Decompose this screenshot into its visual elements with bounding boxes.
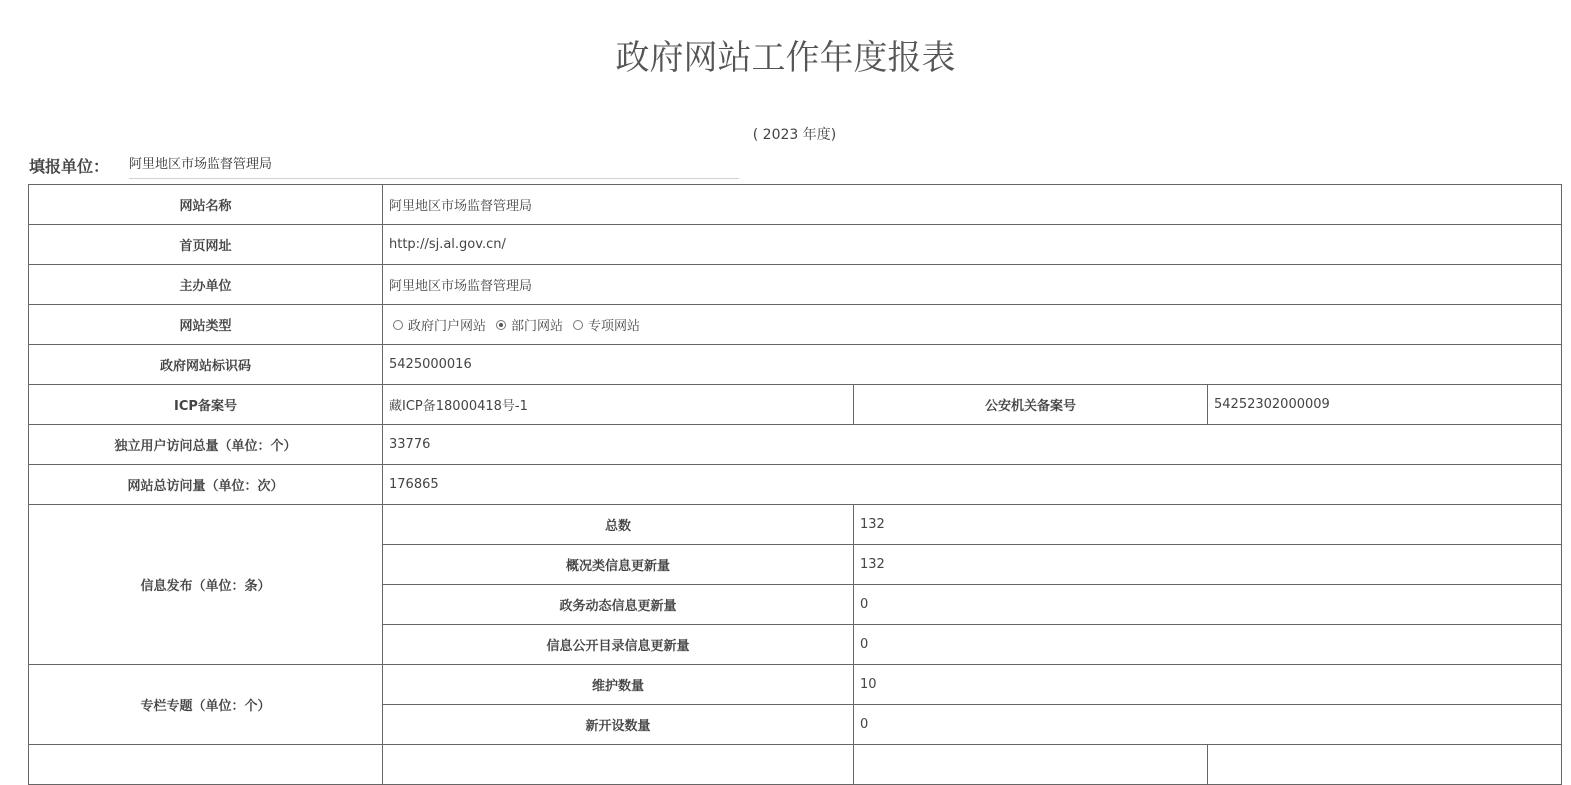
- site-type-option-label: 部门网站: [511, 319, 564, 334]
- row-label-columns: 专栏专题（单位：个）: [29, 665, 383, 745]
- site-type-options: [383, 305, 1562, 345]
- table-cell: [854, 745, 1208, 785]
- total-visits-value: 176865: [383, 465, 1562, 505]
- table-cell: [383, 745, 854, 785]
- table-row: [29, 425, 1562, 465]
- site-name-value: 阿里地区市场监督管理局: [383, 185, 1562, 225]
- column-item-value: 0: [854, 705, 1562, 745]
- info-item-label: 总数: [383, 505, 854, 545]
- site-type-option-label: 政府门户网站: [408, 319, 487, 334]
- info-item-label: 概况类信息更新量: [383, 545, 854, 585]
- info-item-label: 信息公开目录信息更新量: [383, 625, 854, 665]
- row-label-total-visits: 网站总访问量（单位：次）: [29, 465, 383, 505]
- column-item-label: 新开设数量: [383, 705, 854, 745]
- row-label-homepage: 首页网址: [29, 225, 383, 265]
- filler-label: 填报单位：: [29, 156, 110, 176]
- info-item-value: 132: [854, 505, 1562, 545]
- police-value: 54252302000009: [1208, 385, 1562, 425]
- table-row: [29, 185, 1562, 225]
- info-item-value: 132: [854, 545, 1562, 585]
- row-label-site-id: 政府网站标识码: [29, 345, 383, 385]
- row-label-icp: ICP备案号: [29, 385, 383, 425]
- site-type-option-label: 专项网站: [588, 319, 641, 334]
- site-type-option-special[interactable]: [573, 315, 640, 334]
- table-row: [29, 505, 1562, 545]
- radio-unchecked-icon[interactable]: [393, 320, 403, 330]
- site-type-option-department[interactable]: [496, 315, 563, 334]
- radio-checked-icon[interactable]: [496, 320, 506, 330]
- table-row: [29, 465, 1562, 505]
- report-table: [28, 184, 1562, 785]
- homepage-value: http://sj.al.gov.cn/: [383, 225, 1562, 265]
- table-cell: [29, 745, 383, 785]
- column-item-value: 10: [854, 665, 1562, 705]
- table-row: [29, 665, 1562, 705]
- radio-unchecked-icon[interactable]: [573, 320, 583, 330]
- page-title: 政府网站工作年度报表: [615, 38, 956, 78]
- table-row: [29, 225, 1562, 265]
- table-row: [29, 345, 1562, 385]
- report-year: ( 2023 年度): [752, 127, 837, 143]
- table-cell: [1208, 745, 1562, 785]
- site-type-option-portal[interactable]: [393, 315, 486, 334]
- row-label-unique-visitors: 独立用户访问总量（单位：个）: [29, 425, 383, 465]
- info-item-value: 0: [854, 585, 1562, 625]
- info-item-value: 0: [854, 625, 1562, 665]
- table-row: [29, 745, 1562, 785]
- table-row: [29, 265, 1562, 305]
- row-label-info-publish: 信息发布（单位：条）: [29, 505, 383, 665]
- icp-value: 藏ICP备18000418号-1: [383, 385, 854, 425]
- unique-visitors-value: 33776: [383, 425, 1562, 465]
- sponsor-value: 阿里地区市场监督管理局: [383, 265, 1562, 305]
- row-label-site-name: 网站名称: [29, 185, 383, 225]
- table-row: [29, 385, 1562, 425]
- site-id-value: 5425000016: [383, 345, 1562, 385]
- filler-field[interactable]: 阿里地区市场监督管理局: [129, 152, 739, 179]
- column-item-label: 维护数量: [383, 665, 854, 705]
- info-item-label: 政务动态信息更新量: [383, 585, 854, 625]
- row-label-sponsor: 主办单位: [29, 265, 383, 305]
- row-label-site-type: 网站类型: [29, 305, 383, 345]
- filler-row: [29, 151, 739, 179]
- table-row: [29, 305, 1562, 345]
- row-label-police: 公安机关备案号: [854, 385, 1208, 425]
